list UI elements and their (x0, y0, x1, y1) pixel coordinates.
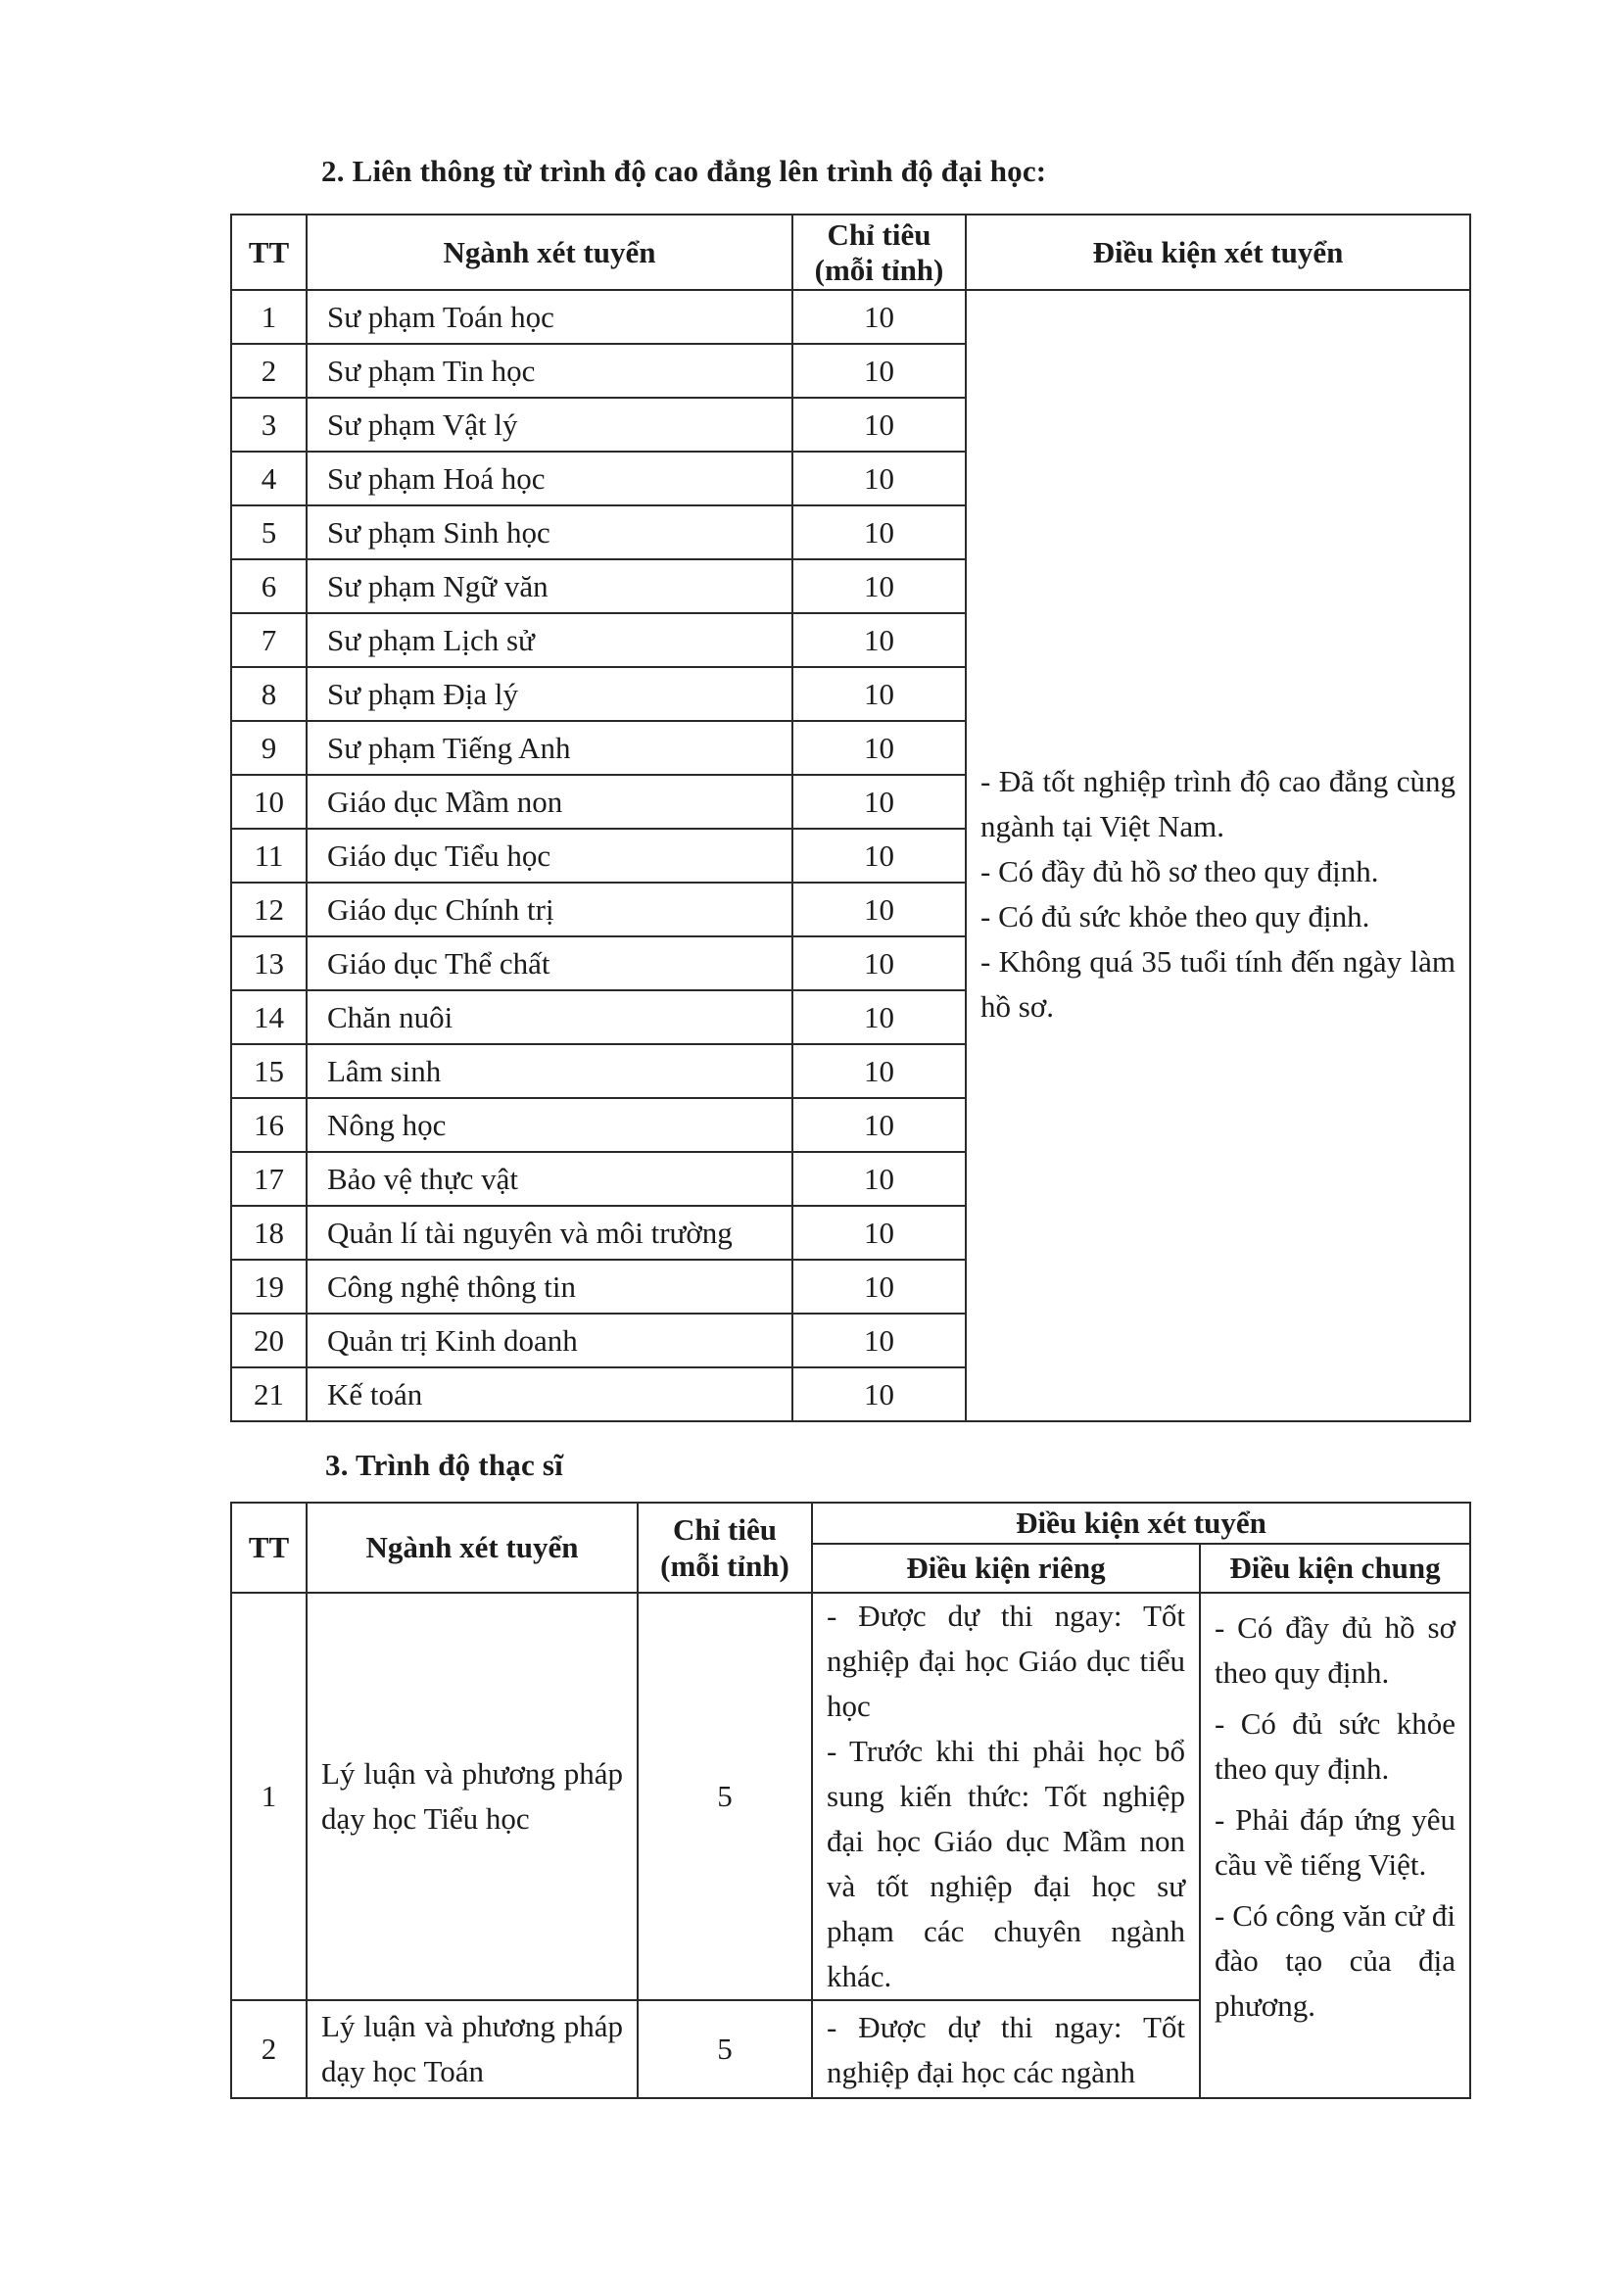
condition-item: - Có đủ sức khỏe theo quy định. (1215, 1706, 1456, 1786)
row-chitieu: 5 (638, 1593, 812, 2000)
row-nganh: Sư phạm Lịch sử (307, 613, 792, 667)
row-chitieu: 10 (792, 505, 966, 559)
row-tt: 17 (231, 1152, 307, 1206)
row-chitieu: 10 (792, 883, 966, 936)
row-chitieu: 10 (792, 1044, 966, 1098)
row-chitieu: 10 (792, 1314, 966, 1367)
table-row (231, 1593, 1470, 2000)
row-tt: 21 (231, 1367, 307, 1421)
row-tt: 10 (231, 775, 307, 829)
row-chitieu: 10 (792, 1367, 966, 1421)
condition-item: - Phải đáp ứng yêu cầu về tiếng Việt. (1215, 1802, 1456, 1882)
row-tt: 9 (231, 721, 307, 775)
row-chitieu: 10 (792, 398, 966, 452)
row-nganh: Sư phạm Địa lý (307, 667, 792, 721)
row-tt: 16 (231, 1098, 307, 1152)
section-3-heading: 3. Trình độ thạc sĩ (325, 1448, 563, 1482)
section-2-heading: 2. Liên thông từ trình độ cao đẳng lên trình độ đại học: (321, 154, 1047, 188)
row-chitieu: 10 (792, 1260, 966, 1314)
row-chitieu: 10 (792, 1206, 966, 1260)
row-chitieu: 10 (792, 1152, 966, 1206)
row-nganh: Sư phạm Vật lý (307, 398, 792, 452)
row-nganh: Lý luận và phương pháp dạy học Toán (307, 2000, 638, 2098)
row-chitieu: 10 (792, 775, 966, 829)
row-tt: 1 (231, 1593, 307, 2000)
row-tt: 5 (231, 505, 307, 559)
header-chitieu (792, 215, 966, 290)
row-tt: 12 (231, 883, 307, 936)
admission-table-thac-si (230, 1502, 1471, 2099)
condition-item: - Được dự thi ngay: Tốt nghiệp đại học các ngành (827, 2010, 1185, 2089)
row-chitieu: 10 (792, 667, 966, 721)
row-nganh: Lý luận và phương pháp dạy học Tiểu học (307, 1593, 638, 2000)
row-tt: 3 (231, 398, 307, 452)
row-tt: 4 (231, 452, 307, 505)
row-nganh: Công nghệ thông tin (307, 1260, 792, 1314)
row-nganh: Sư phạm Hoá học (307, 452, 792, 505)
row-nganh: Chăn nuôi (307, 990, 792, 1044)
header-dieukien: Điều kiện xét tuyển (966, 215, 1470, 290)
condition-item: - Có đủ sức khỏe theo quy định. (980, 899, 1370, 933)
admission-table-lien-thong (230, 214, 1471, 1422)
conditions-cell (966, 290, 1470, 1421)
row-dieukien-rieng (812, 2000, 1200, 2098)
row-tt: 2 (231, 344, 307, 398)
row-chitieu: 10 (792, 290, 966, 344)
condition-item: - Có đầy đủ hồ sơ theo quy định. (1215, 1610, 1456, 1690)
row-tt: 7 (231, 613, 307, 667)
header-tt: TT (231, 215, 307, 290)
header-nganh: Ngành xét tuyển (307, 215, 792, 290)
condition-item: - Có đầy đủ hồ sơ theo quy định. (980, 854, 1379, 888)
row-nganh: Sư phạm Toán học (307, 290, 792, 344)
row-tt: 14 (231, 990, 307, 1044)
row-tt: 6 (231, 559, 307, 613)
header-chitieu-line2: (mỗi tỉnh) (814, 252, 944, 287)
row-chitieu: 10 (792, 1098, 966, 1152)
row-chitieu: 10 (792, 452, 966, 505)
header-tt: TT (231, 1503, 307, 1593)
condition-item: - Đã tốt nghiệp trình độ cao đẳng cùng ngành tại Việt Nam. (980, 764, 1456, 843)
header-chitieu-line1: Chỉ tiêu (827, 216, 931, 252)
row-nganh: Sư phạm Tiếng Anh (307, 721, 792, 775)
row-nganh: Sư phạm Tin học (307, 344, 792, 398)
row-nganh: Nông học (307, 1098, 792, 1152)
header-chitieu-line1: Chỉ tiêu (673, 1511, 777, 1547)
header-dieukien: Điều kiện xét tuyển (812, 1503, 1470, 1544)
row-nganh: Quản lí tài nguyên và môi trường (307, 1206, 792, 1260)
condition-item: - Được dự thi ngay: Tốt nghiệp đại học Giáo dục tiểu học (827, 1599, 1185, 1723)
row-tt: 8 (231, 667, 307, 721)
row-tt: 13 (231, 936, 307, 990)
row-nganh: Quản trị Kinh doanh (307, 1314, 792, 1367)
row-tt: 19 (231, 1260, 307, 1314)
row-dieukien-rieng (812, 1593, 1200, 2000)
row-chitieu: 10 (792, 344, 966, 398)
row-nganh: Lâm sinh (307, 1044, 792, 1098)
row-nganh: Giáo dục Mầm non (307, 775, 792, 829)
row-chitieu: 10 (792, 721, 966, 775)
row-nganh: Sư phạm Ngữ văn (307, 559, 792, 613)
row-tt: 2 (231, 2000, 307, 2098)
row-tt: 1 (231, 290, 307, 344)
header-dieukien-rieng: Điều kiện riêng (812, 1544, 1200, 1593)
row-chitieu: 10 (792, 936, 966, 990)
condition-item: - Trước khi thi phải học bổ sung kiến thức: Tốt nghiệp đại học Giáo dục Mầm non và tốt nghiệp đại học sư phạm các chuyên ngành khác. (827, 1734, 1185, 1993)
row-chitieu: 5 (638, 2000, 812, 2098)
row-tt: 20 (231, 1314, 307, 1367)
condition-item: - Không quá 35 tuổi tính đến ngày làm hồ sơ. (980, 944, 1456, 1024)
row-chitieu: 10 (792, 559, 966, 613)
table-body (231, 290, 1470, 1421)
header-chitieu-line2: (mỗi tỉnh) (660, 1549, 789, 1583)
row-chitieu: 10 (792, 990, 966, 1044)
table-row (231, 290, 1470, 344)
condition-item: - Có công văn cử đi đào tạo của địa phương. (1215, 1898, 1456, 2023)
row-nganh: Giáo dục Chính trị (307, 883, 792, 936)
header-dieukien-chung: Điều kiện chung (1200, 1544, 1470, 1593)
row-tt: 15 (231, 1044, 307, 1098)
row-nganh: Giáo dục Thể chất (307, 936, 792, 990)
row-tt: 11 (231, 829, 307, 883)
row-chitieu: 10 (792, 829, 966, 883)
header-nganh: Ngành xét tuyển (307, 1503, 638, 1593)
row-nganh: Kế toán (307, 1367, 792, 1421)
row-nganh: Sư phạm Sinh học (307, 505, 792, 559)
header-chitieu (638, 1503, 812, 1593)
row-dieukien-chung (1200, 1593, 1470, 2098)
row-chitieu: 10 (792, 613, 966, 667)
row-tt: 18 (231, 1206, 307, 1260)
row-nganh: Giáo dục Tiểu học (307, 829, 792, 883)
row-nganh: Bảo vệ thực vật (307, 1152, 792, 1206)
